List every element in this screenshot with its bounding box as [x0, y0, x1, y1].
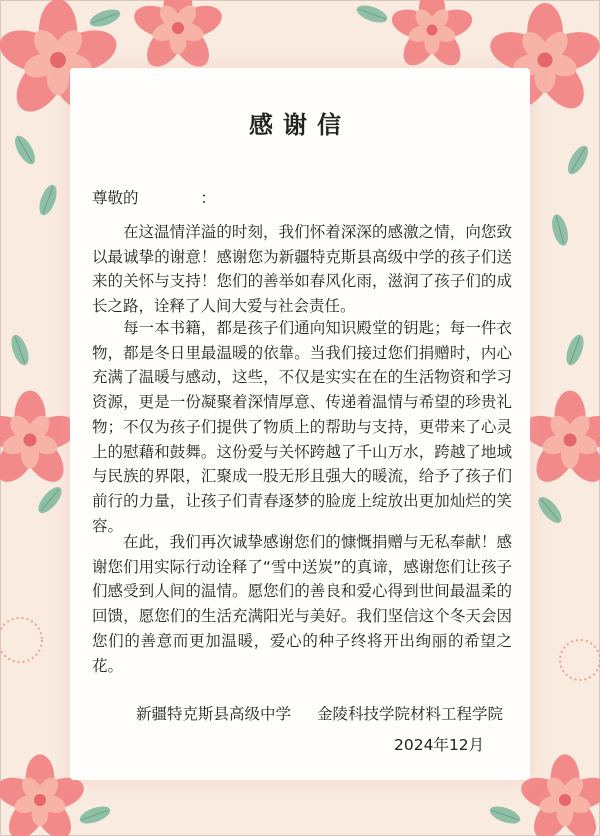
leaf-icon: [355, 2, 390, 26]
leaf-icon: [88, 6, 123, 30]
flower-icon: [518, 391, 600, 490]
letter-date: 2024年12月: [394, 736, 485, 754]
leaf-icon: [34, 483, 65, 517]
leaf-icon: [488, 803, 523, 827]
signatory-college: 金陵科技学院材料工程学院: [317, 705, 504, 723]
salutation-colon: ：: [200, 189, 217, 207]
letter-title: 感谢信: [249, 111, 351, 139]
flower-icon: [130, 0, 226, 73]
leaf-icon: [564, 143, 592, 178]
body-paragraph-1: 在这温情洋溢的时刻，我们怀着深深的感激之情，向您致以最诚挚的谢意！感谢您为新疆特克斯县高级中学的孩子们送来的关怀与支持！您们的善举如春风化雨，滋润了孩子们的成长之路，诠释了人间大爱与社会责任。: [92, 223, 512, 316]
leaf-icon: [8, 333, 32, 368]
body-paragraph-3: 在此，我们再次诚挚感谢您们的慷慨捐赠与无私奉献！感谢您们用实际行动诠释了“雪中送炭”的真谛，感谢您们让孩子们感受到人间的温情。愿您们的善良和爱心得到世间最温柔的回馈，愿您们的生活充满阳光与美好。我们坚信这个冬天会因您们的善意而更加温暖，爱心的种子终将开出绚丽的希望之花。: [92, 533, 512, 675]
leaf-icon: [563, 333, 587, 368]
leaf-icon: [78, 803, 113, 827]
signatures: [136, 702, 503, 724]
salutation: [92, 186, 216, 208]
signatory-school: 新疆特克斯县高级中学: [136, 705, 292, 723]
flower-icon: [388, 0, 476, 72]
leaf-icon: [36, 183, 60, 218]
body-paragraph-2: 每一本书籍，都是孩子们通向知识殿堂的钥匙；每一件衣物，都是冬日里最温暖的依靠。当我们接过您们捐赠时，内心充满了温暖与感动，这些，不仅是实实在在的生活物资和学习资源，更是一份凝聚着深情厚意、传递着温情与希望的珍贵礼物；不仅为孩子们提供了物质上的帮助与支持，更带来了心灵上的慰藉和鼓舞。这份爱与关怀跨越了千山万水，跨越了地域与民族的界限，汇聚成一股无形且强大的暖流，给予了孩子们前行的力量，让孩子们青春逐梦的脸庞上绽放出更加灿烂的笑容。: [92, 319, 512, 535]
leaf-icon: [549, 213, 571, 248]
salutation-text: 尊敬的: [92, 189, 139, 207]
leaf-icon: [534, 493, 565, 527]
